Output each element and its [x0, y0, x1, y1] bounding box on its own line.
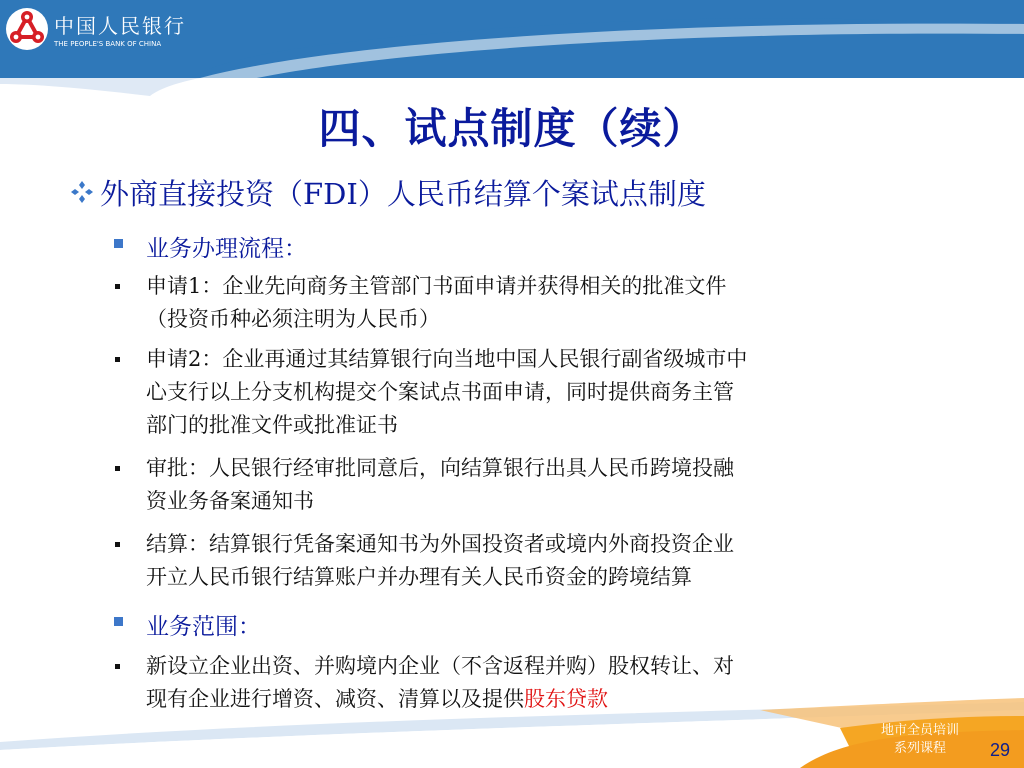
- slide-title: 四、试点制度（续）: [318, 104, 706, 153]
- list-item-text: 结算：结算银行凭备案通知书为外国投资者或境内外商投资企业 开立人民币银行结算账户并办理有关人民币资金的跨境结算: [146, 532, 734, 589]
- list-item: [112, 528, 942, 594]
- list-item-text: 申请2：企业再通过其结算银行向当地中国人民银行副省级城市中 心支行以上分支机构提交个案试点书面申请，同时提供商务主管 部门的批准文件或批准证书: [146, 347, 748, 437]
- list-item: [112, 343, 942, 442]
- course-label: 地市全员培训 系列课程: [880, 723, 959, 756]
- bank-name-en: THE PEOPLE'S BANK OF CHINA: [54, 40, 162, 48]
- diamond-bullet-icon: [70, 180, 94, 204]
- list-item-body: 新设立企业出资、并购境内企业（不含返程并购）股权转让、对 现有企业进行增资、减资、清算以及提供: [146, 654, 734, 711]
- footer-wave-decoration: [0, 680, 1024, 768]
- bullet-icon: [115, 284, 120, 289]
- square-bullet-icon: [114, 617, 123, 626]
- list-item: [112, 452, 942, 518]
- section-heading-text: 业务范围：: [146, 614, 261, 640]
- list-item-text: 申请1：企业先向商务主管部门书面申请并获得相关的批准文件 （投资币种必须注明为人民币）: [146, 274, 727, 331]
- bullet-icon: [115, 466, 120, 471]
- highlight-text: 股东贷款: [524, 687, 608, 711]
- bullet-icon: [115, 542, 120, 547]
- bank-emblem-icon: [4, 6, 50, 52]
- bank-name-cn: 中国人民银行: [54, 14, 186, 38]
- list-item: [112, 270, 942, 336]
- bullet-icon: [115, 664, 120, 669]
- topic-heading-text: 外商直接投资（FDI）人民币结算个案试点制度: [100, 177, 706, 211]
- list-item-text: 审批：人民银行经审批同意后，向结算银行出具人民币跨境投融 资业务备案通知书: [146, 456, 734, 513]
- square-bullet-icon: [114, 239, 123, 248]
- bullet-icon: [115, 357, 120, 362]
- page-number: 29: [990, 740, 1011, 760]
- section-heading-text: 业务办理流程：: [146, 236, 307, 262]
